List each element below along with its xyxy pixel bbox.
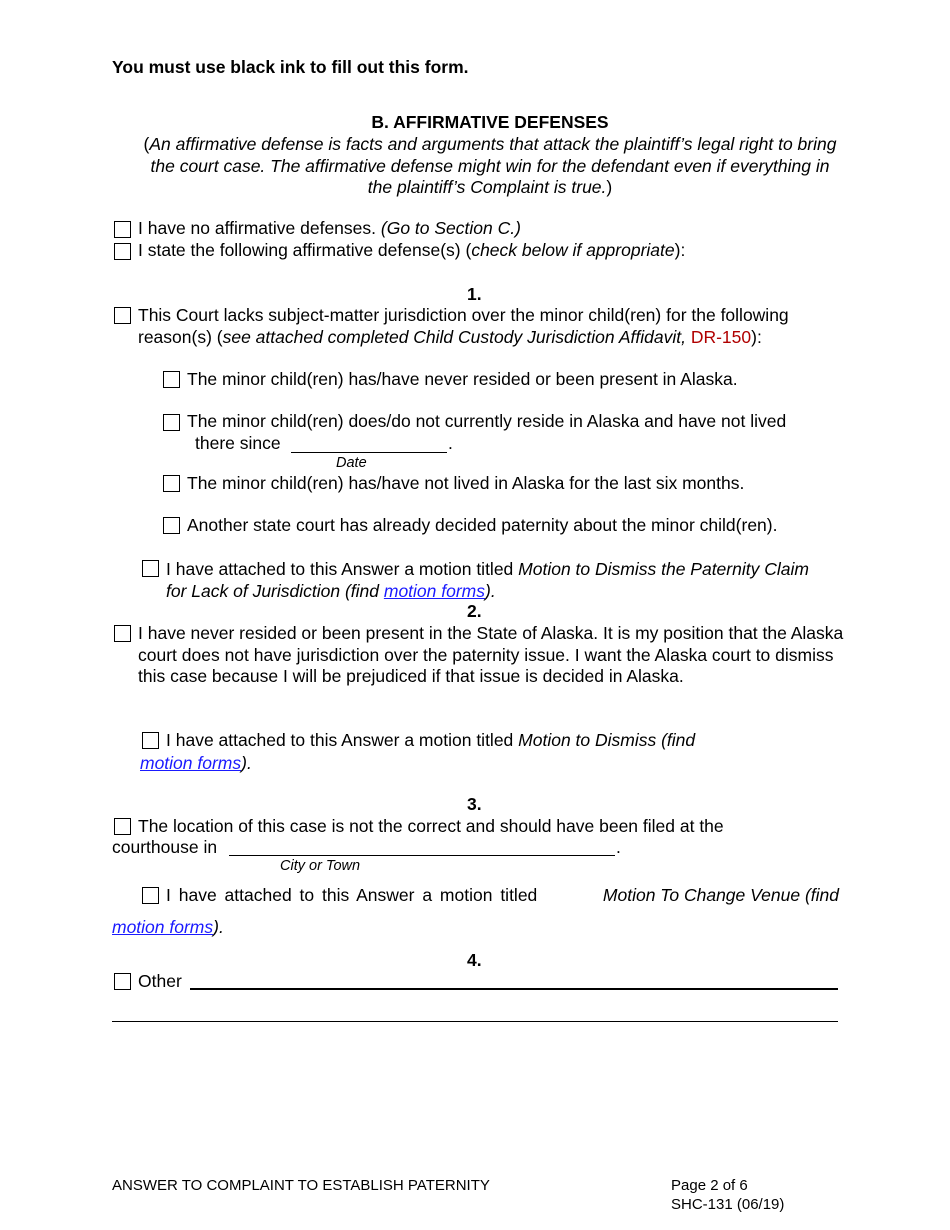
defense-2-number: 2.	[467, 601, 482, 621]
six-months-checkbox[interactable]	[163, 475, 180, 492]
defense-3-motion-forms-link[interactable]: motion forms	[112, 917, 214, 937]
never-resided-label: The minor child(ren) has/have never resided or been present in Alaska.	[187, 369, 738, 389]
not-reside-label: The minor child(ren) does/do not currently reside in Alaska and have not lived	[187, 411, 787, 431]
defense-1-text: This Court lacks subject-matter jurisdiction over the minor child(ren) for the following reason(s) (see attached completed Child Custody Jurisdiction Affidavit, DR-150):	[138, 305, 789, 347]
defense-1-checkbox[interactable]	[114, 307, 131, 324]
defense-2-motion-link-wrap: motion forms).	[140, 753, 252, 773]
defense-2-checkbox[interactable]	[114, 625, 131, 642]
not-reside-checkbox[interactable]	[163, 414, 180, 431]
six-months-label: The minor child(ren) has/have not lived in Alaska for the last six months.	[187, 473, 745, 493]
ink-notice: You must use black ink to fill out this form.	[112, 57, 469, 77]
state-defenses-label: I state the following affirmative defense(s) (check below if appropriate):	[138, 240, 686, 260]
other-state-label: Another state court has already decided paternity about the minor child(ren).	[187, 515, 778, 535]
defense-3-text: The location of this case is not the correct and should have been filed at the	[138, 816, 724, 836]
other-field[interactable]	[190, 988, 838, 990]
date-field[interactable]	[291, 452, 447, 453]
city-field[interactable]	[229, 855, 615, 856]
state-defenses-checkbox[interactable]	[114, 243, 131, 260]
courthouse-label: courthouse in	[112, 837, 218, 857]
footer-form-code: SHC-131 (06/19)	[671, 1196, 785, 1213]
city-caption: City or Town	[280, 858, 361, 874]
footer-form-title: ANSWER TO COMPLAINT TO ESTABLISH PATERNITY	[112, 1177, 490, 1194]
other-label: Other	[138, 971, 182, 991]
defense-3-motion-text: I have attached to this Answer a motion titled Motion To Change Venue (find	[166, 885, 839, 905]
defense-1-motion-forms-link[interactable]: motion forms	[383, 581, 486, 601]
date-caption: Date	[336, 455, 367, 471]
never-resided-checkbox[interactable]	[163, 371, 180, 388]
city-period: .	[616, 837, 621, 857]
section-intro: (An affirmative defense is facts and arguments that attack the plaintiff’s legal right to bring the court case. The affirmative defense might win for the defendant even if everything in the plaintiff’s Complaint is true.)	[143, 134, 837, 197]
defense-2-motion-text: I have attached to this Answer a motion titled Motion to Dismiss (find	[166, 730, 696, 750]
defense-2-motion-forms-link[interactable]: motion forms	[140, 753, 242, 773]
defense-3-number: 3.	[467, 794, 482, 814]
other-field-line-2[interactable]	[112, 1021, 838, 1022]
defense-4-checkbox[interactable]	[114, 973, 131, 990]
footer-page-number: Page 2 of 6	[671, 1177, 748, 1194]
defense-1-motion-text: I have attached to this Answer a motion titled Motion to Dismiss the Paternity Claim for Lack of Jurisdiction (find motion forms).	[166, 559, 809, 601]
other-state-checkbox[interactable]	[163, 517, 180, 534]
defense-2-text: I have never resided or been present in the State of Alaska. It is my position that the Alaska court does not have jurisdiction over the paternity issue. I want the Alaska court to dismiss this case because I will be prejudiced if that issue is decided in Alaska.	[138, 623, 844, 686]
defense-3-motion-checkbox[interactable]	[142, 887, 159, 904]
no-defenses-checkbox[interactable]	[114, 221, 131, 238]
defense-3-checkbox[interactable]	[114, 818, 131, 835]
section-title: B. AFFIRMATIVE DEFENSES	[371, 112, 609, 132]
defense-1-motion-checkbox[interactable]	[142, 560, 159, 577]
defense-4-number: 4.	[467, 950, 482, 970]
there-since-label: there since	[195, 433, 281, 453]
no-defenses-label: I have no affirmative defenses. (Go to Section C.)	[138, 218, 521, 238]
defense-1-number: 1.	[467, 284, 482, 304]
date-period: .	[448, 433, 453, 453]
defense-3-motion-cont: motion forms).	[112, 917, 224, 937]
dr-150-link[interactable]: DR-150	[690, 327, 752, 347]
